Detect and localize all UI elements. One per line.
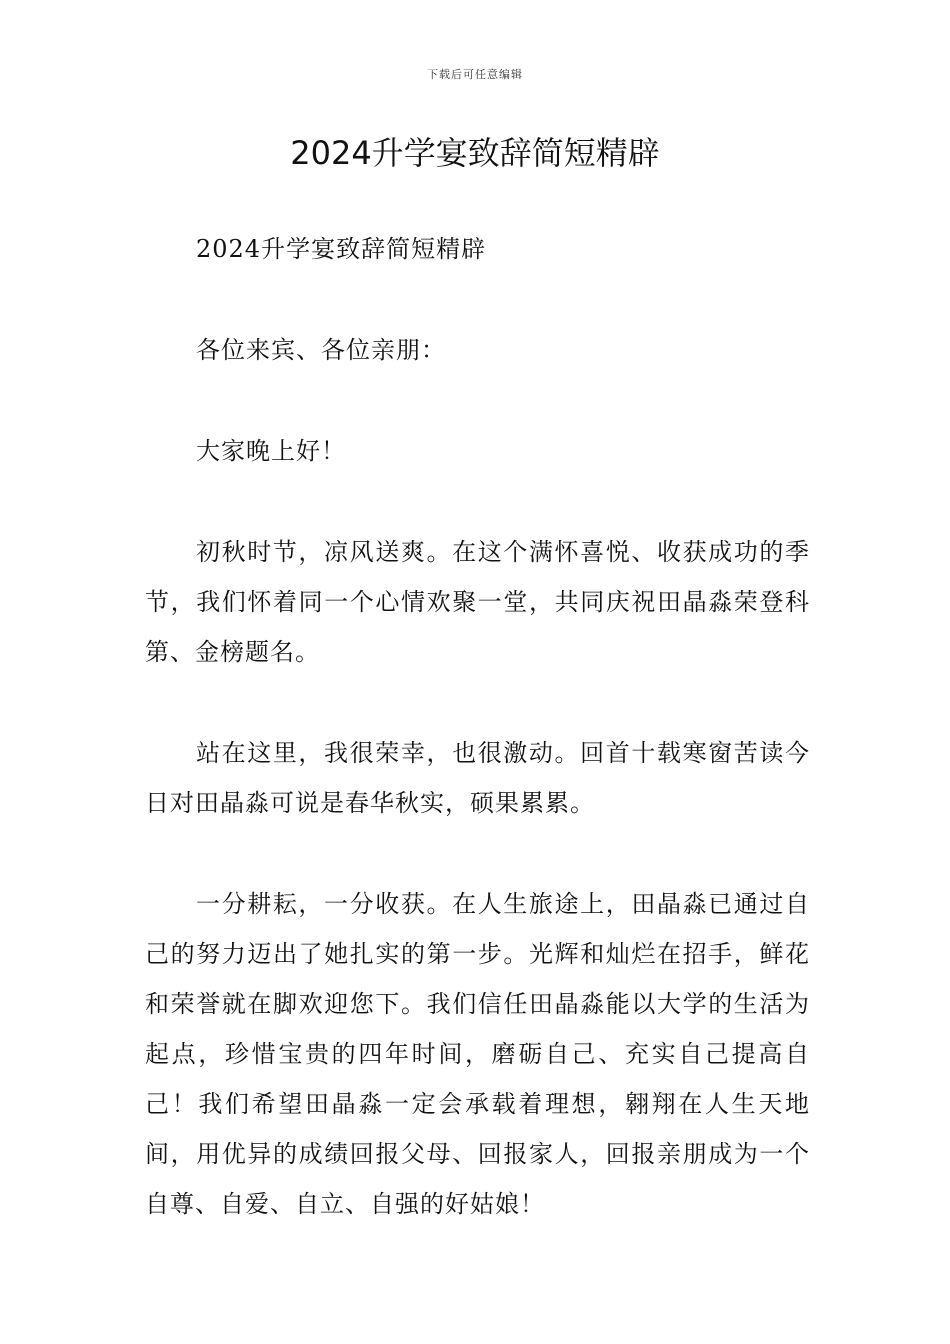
paragraph-subtitle: 2024升学宴致辞简短精辟 — [196, 235, 487, 263]
paragraph-gap — [145, 677, 810, 728]
paragraph-gap — [145, 274, 810, 325]
paragraph-honor: 站在这里，我很荣幸，也很激动。回首十载寒窗苦读今日对田晶淼可说是春华秋实，硕果累累。 — [145, 739, 810, 817]
document-body — [145, 224, 810, 1229]
paragraph-gap — [145, 828, 810, 879]
paragraph-greeting: 大家晚上好！ — [196, 437, 346, 465]
paragraph-salutation: 各位来宾、各位亲朋： — [196, 336, 446, 364]
paragraph-gap — [145, 375, 810, 426]
paragraph-gap — [145, 476, 810, 527]
paragraph-season: 初秋时节，凉风送爽。在这个满怀喜悦、收获成功的季节，我们怀着同一个心情欢聚一堂，共同庆祝田晶淼荣登科第、金榜题名。 — [145, 538, 810, 666]
document-title: 2024升学宴致辞简短精辟 — [290, 134, 660, 172]
paragraph-wishes: 一分耕耘，一分收获。在人生旅途上，田晶淼已通过自己的努力迈出了她扎实的第一步。光辉和灿烂在招手，鲜花和荣誉就在脚欢迎您下。我们信任田晶淼能以大学的生活为起点，珍惜宝贵的四年时间，磨砺自己、充实自己提高自己！我们希望田晶淼一定会承载着理想，翱翔在人生天地间，用优异的成绩回报父母、回报家人，回报亲朋成为一个自尊、自爱、自立、自强的好姑娘！ — [145, 890, 810, 1218]
header-note: 下载后可任意编辑 — [427, 68, 523, 81]
